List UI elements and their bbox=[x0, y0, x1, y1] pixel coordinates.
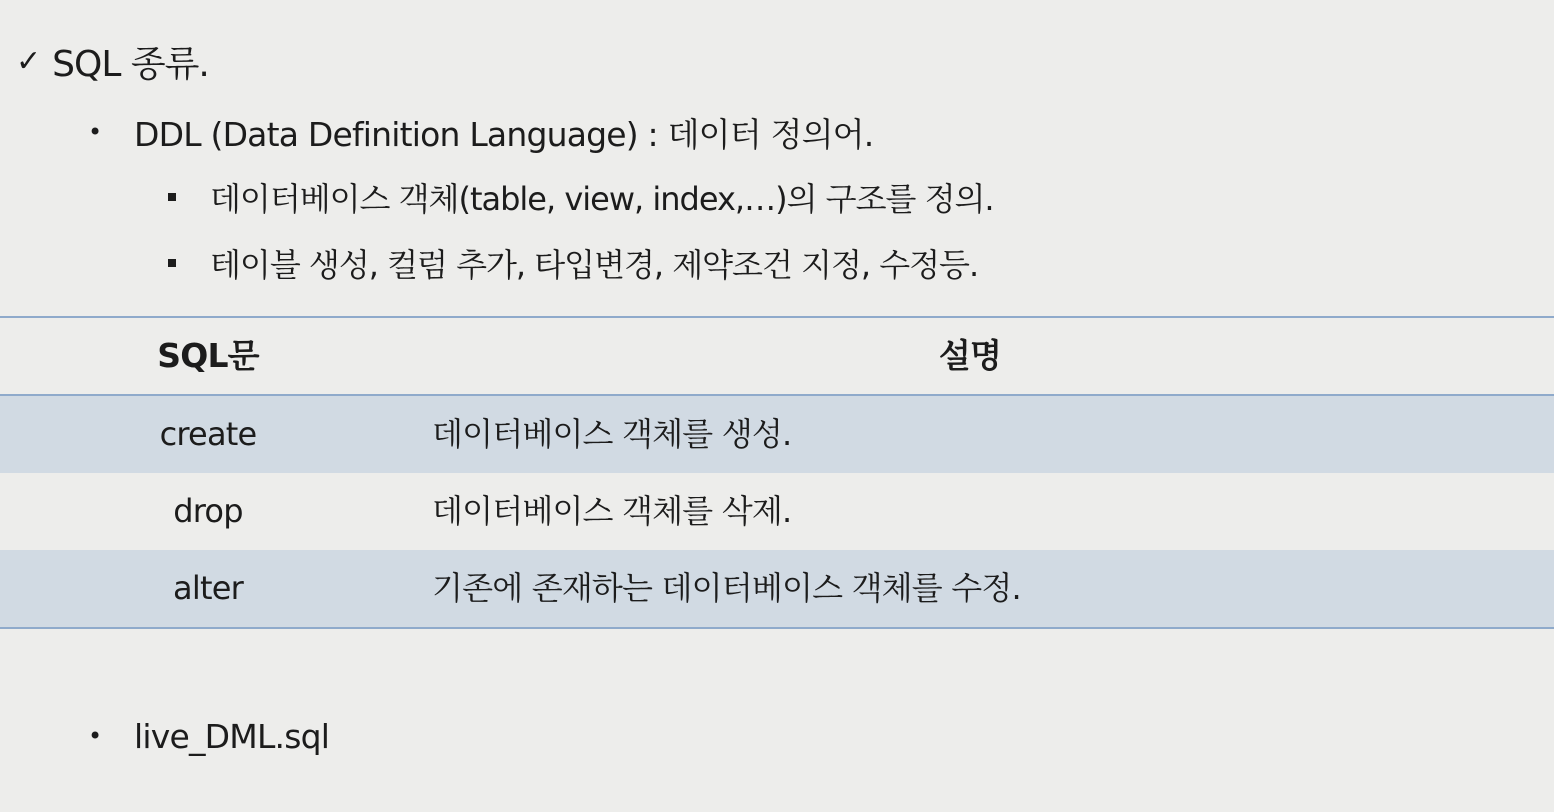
bullet-dot-icon: • bbox=[88, 722, 102, 750]
bullet-file bbox=[88, 712, 329, 760]
sub-bullet-text: 데이터베이스 객체(table, view, index,…)의 구조를 정의. bbox=[210, 180, 994, 218]
cell-sql: create bbox=[159, 415, 257, 453]
cell-description: 데이터베이스 객체를 삭제. bbox=[432, 492, 792, 530]
sub-bullet-operations bbox=[168, 240, 978, 286]
header-sql: SQL문 bbox=[157, 336, 259, 375]
bullet-dot-icon: • bbox=[88, 118, 102, 146]
square-bullet-icon bbox=[168, 193, 176, 201]
bullet-ddl-text: DDL (Data Definition Language) : 데이터 정의어. bbox=[134, 114, 874, 154]
sub-bullet-structure bbox=[168, 174, 994, 220]
cell-sql: drop bbox=[173, 492, 243, 530]
header-description: 설명 bbox=[938, 336, 1002, 375]
table-row bbox=[0, 396, 1554, 473]
sub-bullet-text: 테이블 생성, 컬럼 추가, 타입변경, 제약조건 지정, 수정등. bbox=[210, 246, 979, 284]
cell-description: 기존에 존재하는 데이터베이스 객체를 수정. bbox=[432, 569, 1021, 607]
table-row bbox=[0, 473, 1554, 550]
square-bullet-icon bbox=[168, 259, 176, 267]
bullet-ddl bbox=[88, 108, 873, 156]
bullet-file-text: live_DML.sql bbox=[134, 716, 330, 756]
section-heading bbox=[16, 36, 209, 86]
table-row bbox=[0, 550, 1554, 627]
table-header bbox=[0, 318, 1554, 396]
checkmark-icon: ✓ bbox=[16, 43, 41, 79]
ddl-table bbox=[0, 316, 1554, 629]
cell-description: 데이터베이스 객체를 생성. bbox=[432, 415, 792, 453]
cell-sql: alter bbox=[173, 569, 243, 607]
heading-title: SQL 종류. bbox=[52, 43, 209, 85]
